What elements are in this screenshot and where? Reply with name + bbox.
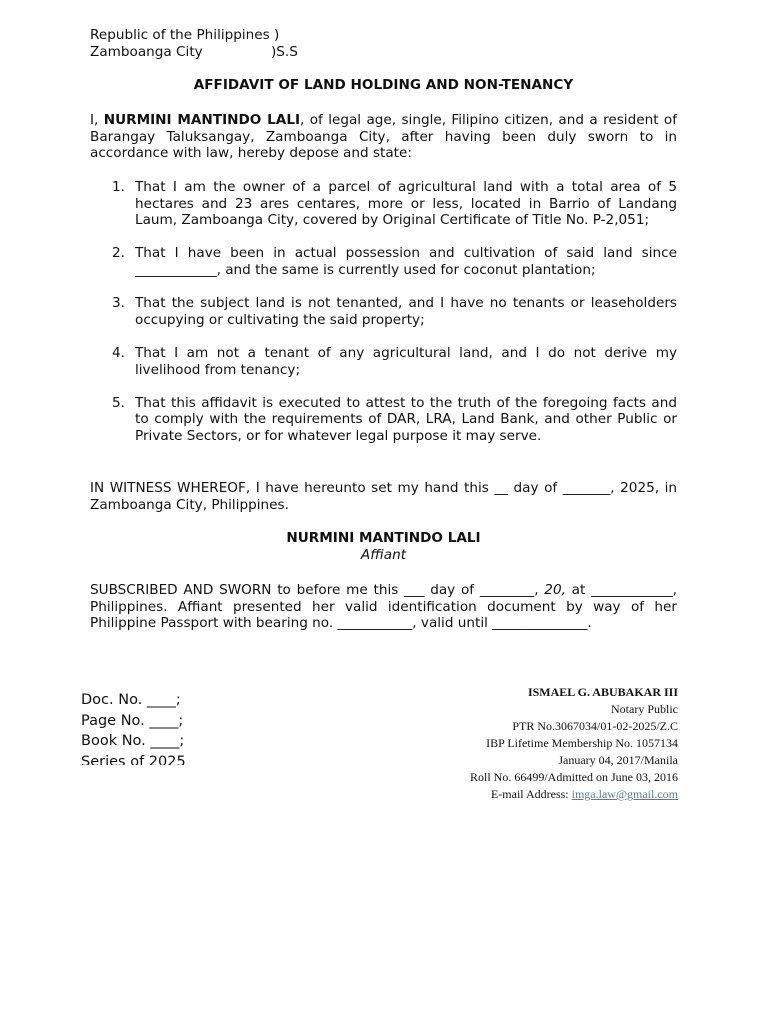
item-number: 2.	[112, 245, 125, 262]
item-text: That the subject land is not tenanted, and I have no tenants or leaseholders occupying or cultivating the said property;	[135, 295, 677, 328]
notary-roll: Roll No. 66499/Admitted on June 03, 2016	[470, 770, 678, 784]
statement-list	[90, 179, 677, 461]
affiant-signature-name: NURMINI MANTINDO LALI	[286, 530, 481, 546]
witness-paragraph: IN WITNESS WHEREOF, I have hereunto set my hand this __ day of _______, 2025, in Zamboanga City, Philippines.	[90, 480, 677, 513]
notary-ibp-date: January 04, 2017/Manila	[558, 753, 678, 767]
notarial-register-block	[81, 690, 241, 765]
page-number: Page No. ____;	[81, 712, 184, 729]
venue-block	[90, 27, 390, 61]
notary-ptr: PTR No.3067034/01-02-2025/Z.C	[512, 719, 678, 733]
item-text: That I am the owner of a parcel of agricultural land with a total area of 5 hectares and 23 ares centares, more or less, located in Barrio of Landang Laum, Zamboanga City, covered by Original Certificate of Title No. P-2,051;	[135, 179, 677, 229]
list-item	[90, 295, 677, 328]
venue-ss: )S.S	[271, 44, 298, 60]
doc-number: Doc. No. ____;	[81, 692, 181, 708]
list-item	[90, 395, 677, 445]
item-number: 1.	[112, 179, 125, 195]
jurat-year: 20,	[544, 582, 566, 598]
item-number: 3.	[112, 295, 125, 312]
item-number: 5.	[112, 394, 125, 411]
email-link[interactable]: imga.law@gmail.com	[571, 787, 678, 801]
affiant-role: Affiant	[360, 547, 407, 563]
list-item	[90, 345, 677, 378]
venue-city: Zamboanga City	[90, 44, 203, 60]
intro-paragraph	[90, 112, 677, 162]
notary-block	[380, 684, 678, 803]
venue-line-republic: Republic of the Philippines )	[90, 27, 280, 43]
document-title: AFFIDAVIT OF LAND HOLDING AND NON-TENANCY	[193, 77, 574, 93]
item-number: 4.	[112, 344, 125, 361]
notary-name: ISMAEL G. ABUBAKAR III	[527, 685, 678, 699]
series-year: Series of 2025	[81, 753, 186, 765]
intro-rest: , of legal age, single, Filipino citizen, and a resident of Barangay Taluksangay, Zamboanga City, after having been duly sworn to in accordance with law, hereby depose and state:	[90, 112, 677, 162]
email-label: E-mail Address:	[490, 787, 572, 801]
item-text: That I have been in actual possession and cultivation of said land since ____________, and the same is currently used for coconut plantation;	[135, 245, 677, 278]
venue-line-city	[90, 44, 390, 61]
jurat-part2: at ____________, Philippines. Affiant presented her valid identification document by way of her Philippine Passport with bearing no. ___________, valid until ______________.	[90, 582, 677, 632]
notary-ibp: IBP Lifetime Membership No. 1057134	[486, 736, 678, 750]
jurat-paragraph	[90, 582, 677, 632]
list-item	[90, 245, 677, 278]
intro-prefix: I,	[90, 112, 104, 128]
item-text: That I am not a tenant of any agricultural land, and I do not derive my livelihood from tenancy;	[135, 344, 677, 378]
jurat-part1: SUBSCRIBED AND SWORN to before me this ___ day of ________,	[90, 582, 545, 598]
item-text: That this affidavit is executed to attest to the truth of the foregoing facts and to comply with the requirements of DAR, LRA, Land Bank, and other Public or Private Sectors, or for whatever legal purpose it may serve.	[135, 394, 677, 444]
notary-email-line	[380, 786, 678, 803]
affiant-name-inline: NURMINI MANTINDO LALI	[103, 112, 301, 128]
book-number: Book No. ____;	[81, 733, 185, 749]
notary-title: Notary Public	[611, 702, 678, 716]
list-item	[90, 179, 677, 229]
